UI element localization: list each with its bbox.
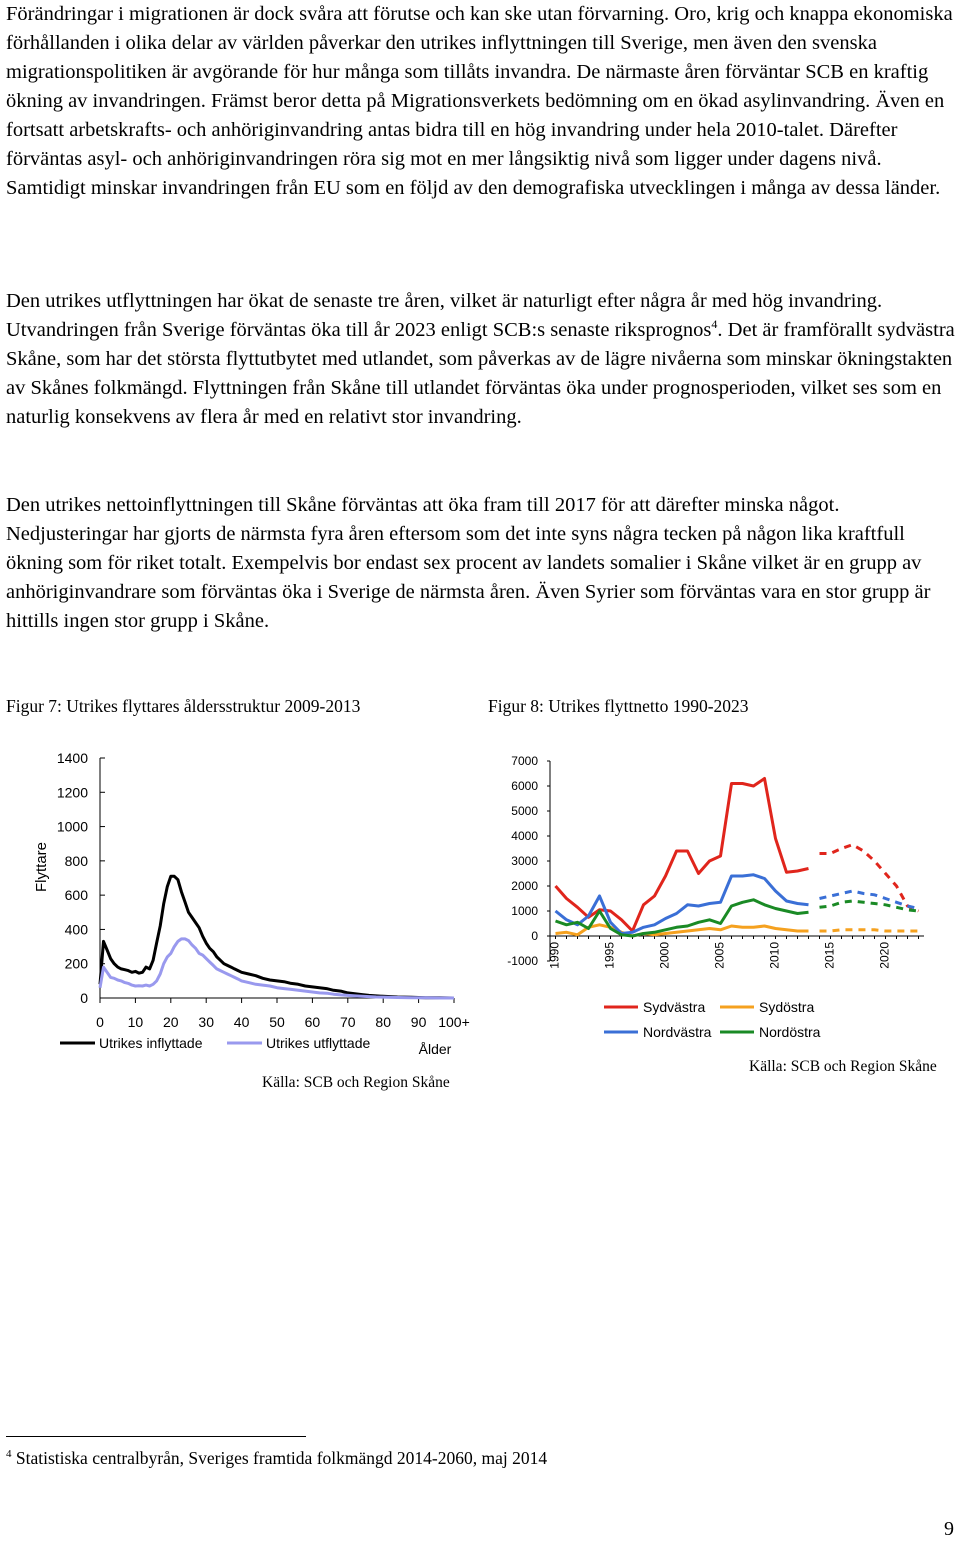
x-tick-label: 2020: [877, 942, 892, 969]
footnote-divider: [6, 1436, 306, 1437]
x-tick-label: 2000: [657, 942, 672, 969]
series-forecast-sydostra: [820, 930, 919, 931]
series-line-utrikes-utflyttade: [100, 939, 454, 998]
x-tick-label: 20: [163, 1014, 179, 1030]
x-tick-label: 100+: [438, 1014, 470, 1030]
x-tick-label: 2010: [767, 942, 782, 969]
paragraph-2-text-a: Den utrikes utflyttningen har ökat de senaste tre åren, vilket är naturligt efter några år med hög invandring. Utvandringen från Sverige förväntas öka till år 2023 enligt SCB:s senaste riksprognos: [6, 290, 883, 341]
figure-8-source: Källa: SCB och Region Skåne: [749, 1058, 937, 1075]
age-structure-chart: [0, 735, 480, 1065]
y-tick-label: 1000: [56, 818, 88, 835]
x-tick-label: 2015: [822, 942, 837, 969]
legend-label-sydostra: Sydöstra: [759, 999, 815, 1015]
y-tick-label: 1200: [56, 784, 88, 801]
y-tick-label: 0: [531, 929, 538, 943]
x-tick-label: 40: [233, 1014, 250, 1030]
series-forecast-nordostra: [820, 901, 919, 911]
y-tick-label: 0: [80, 990, 88, 1006]
y-tick-label: 6000: [511, 779, 538, 793]
y-tick-label: 600: [64, 887, 88, 904]
x-tick-label: 80: [375, 1014, 391, 1030]
series-forecast-sydvastra: [820, 845, 919, 911]
y-tick-label: 200: [64, 955, 88, 972]
x-tick-label: 0: [96, 1014, 104, 1030]
figure-8-legend: [600, 996, 840, 1040]
legend-label-nordvastra: Nordvästra: [643, 1024, 712, 1040]
figure-7-caption: Figur 7: Utrikes flyttares åldersstruktur 2009-2013: [6, 696, 361, 716]
y-tick-label: 2000: [511, 879, 538, 893]
x-tick-label: 60: [304, 1014, 321, 1030]
page-number: 9: [944, 1518, 954, 1540]
y-tick-label: 800: [64, 852, 88, 869]
net-migration-chart: [490, 745, 960, 995]
y-tick-label: 7000: [511, 754, 538, 768]
y-tick-label: 1400: [56, 750, 88, 766]
y-tick-label: 4000: [511, 829, 538, 843]
x-tick-label: 10: [127, 1014, 144, 1030]
legend-label-inflyttade: Utrikes inflyttade: [99, 1035, 203, 1051]
footnote: [6, 1448, 547, 1469]
x-tick-label: 50: [269, 1014, 285, 1030]
paragraph-2: [6, 287, 956, 432]
x-tick-label: 1995: [602, 942, 617, 969]
y-tick-label: 5000: [511, 804, 538, 818]
y-tick-label: 3000: [511, 854, 538, 868]
y-tick-label: -1000: [507, 954, 538, 968]
figure-8-caption: Figur 8: Utrikes flyttnetto 1990-2023: [488, 696, 749, 716]
x-tick-label: 90: [410, 1014, 427, 1030]
series-line-utrikes-inflyttade: [100, 876, 454, 998]
paragraph-1: Förändringar i migrationen är dock svåra att förutse och kan ske utan förvarning. Oro, krig och knappa ekonomiska förhållanden i olika delar av världen påverkar den utrikes inflyttningen till Sverige, men även den svenska migrationspolitiken är avgörande för hur många som tillåts invandra. De närmaste åren förväntar SCB en kraftig ökning av invandringen. Främst beror detta på Migrationsverkets bedömning om en ökad asylinvandring. Även en fortsatt arbetskrafts- och anhöriginvandring antas bidra till en hög invandring under hela 2010-talet. Därefter förväntas asyl- och anhöriginvandringen röra sig mot en mer långsiktig nivå som ligger under dagens nivå. Samtidigt minskar invandringen från EU som en följd av den demografiska utvecklingen i många av dessa länder.: [6, 3, 953, 199]
x-tick-label: 1990: [547, 942, 562, 969]
figure-7-legend: [55, 1033, 415, 1057]
footnote-number: 4: [6, 1448, 12, 1461]
figure-7-source: Källa: SCB och Region Skåne: [262, 1074, 450, 1091]
paragraph-3: Den utrikes nettoinflyttningen till Skåne förväntas att öka fram till 2017 för att därefter minska något. Nedjusteringar har gjorts de närmsta fyra åren eftersom som det inte syns några tecken på någon lika kraftfull ökning som för riket totalt. Exempelvis bor endast sex procent av landets somalier i Skåne vilket är en grupp av anhöriginvandrare som förväntas öka i Sverige de närmsta åren. Även Syrier som förväntas vara en stor grupp är hittills ingen stor grupp i Skåne.: [6, 494, 931, 632]
y-tick-label: 400: [64, 921, 88, 938]
footnote-reference: 4: [711, 317, 718, 332]
legend-label-nordostra: Nordöstra: [759, 1024, 821, 1040]
legend-label-utflyttade: Utrikes utflyttade: [266, 1035, 371, 1051]
x-tick-label: 30: [198, 1014, 214, 1030]
legend-label-sydvastra: Sydvästra: [643, 999, 706, 1015]
y-tick-label: 1000: [511, 904, 538, 918]
x-axis-label: Ålder: [418, 1041, 452, 1057]
paragraph-2-text-b: . Det är framförallt sydvästra Skåne, som har det största flyttutbytet med utlandet, som påverkas av de lägre nivåerna som minskar ökningstakten av Skånes folkmängd. Flyttningen från Skåne till utlandet förväntas öka under prognosperioden, vilket ses som en naturlig konsekvens av flera år med en relativt stor invandring.: [6, 319, 955, 428]
footnote-text: Statistiska centralbyrån, Sveriges framtida folkmängd 2014-2060, maj 2014: [11, 1448, 548, 1468]
y-axis-label: Flyttare: [33, 841, 50, 893]
x-tick-label: 70: [340, 1014, 356, 1030]
x-tick-label: 2005: [712, 942, 727, 969]
